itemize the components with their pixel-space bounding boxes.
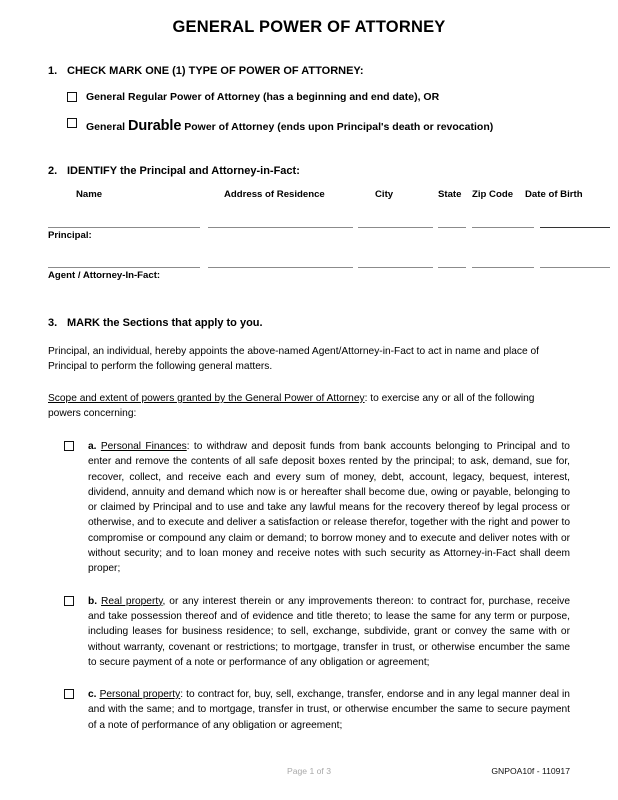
column-header-name: Name	[76, 188, 103, 200]
power-text-a	[88, 439, 570, 577]
input-line-agent-address[interactable]	[208, 267, 353, 268]
power-letter-a: a.	[88, 440, 97, 452]
power-item-c[interactable]	[64, 687, 570, 733]
page-footer	[0, 766, 618, 780]
section-1-heading	[48, 64, 570, 78]
input-line-principal-city[interactable]	[358, 227, 433, 228]
power-letter-b: b.	[88, 595, 98, 607]
section-2-heading	[48, 164, 570, 178]
scope-paragraph	[48, 391, 570, 422]
column-header-state: State	[438, 188, 462, 200]
power-heading-b: Real property	[101, 595, 163, 607]
power-item-a[interactable]	[64, 439, 570, 577]
section-1-title: CHECK MARK ONE (1) TYPE OF POWER OF ATTORNEY:	[67, 64, 364, 77]
power-heading-c: Personal property	[99, 689, 181, 701]
checkbox-icon-general-durable[interactable]	[67, 118, 77, 128]
input-line-agent-zip[interactable]	[472, 267, 534, 268]
table-row-principal	[48, 205, 570, 245]
section-2-title: IDENTIFY the Principal and Attorney-in-Fact:	[67, 165, 300, 178]
power-text-b	[88, 594, 570, 670]
input-line-agent-city[interactable]	[358, 267, 433, 268]
column-header-city: City	[375, 188, 394, 200]
section-3-title: MARK the Sections that apply to you.	[67, 316, 263, 329]
table-row-agent	[48, 245, 570, 283]
poa-type-label-general-durable	[86, 117, 493, 135]
column-header-date-of-birth: Date of Birth	[525, 188, 583, 200]
input-line-agent-state[interactable]	[438, 267, 466, 268]
checkbox-icon-power-c[interactable]	[64, 689, 74, 699]
section-3-number: 3.	[48, 316, 58, 329]
input-line-agent-name[interactable]	[48, 267, 200, 268]
footer-page-number: Page 1 of 3	[287, 766, 331, 776]
row-label-principal: Principal:	[48, 229, 92, 241]
scope-rest-text: : to exercise any or all of the following powers concerning:	[48, 392, 535, 420]
input-line-principal-address[interactable]	[208, 227, 353, 228]
column-header-zip-code: Zip Code	[472, 188, 514, 200]
input-line-principal-dob[interactable]	[540, 227, 610, 228]
section-3-intro-paragraph: Principal, an individual, hereby appoints the above-named Agent/Attorney-in-Fact to act in name and place of Principal to perform the following general matters.	[48, 345, 539, 373]
input-line-principal-zip[interactable]	[472, 227, 534, 228]
durable-emphasis: Durable	[128, 118, 182, 135]
section-3-heading	[48, 316, 570, 330]
input-line-principal-state[interactable]	[438, 227, 466, 228]
section-1-number: 1.	[48, 64, 58, 77]
row-label-agent: Agent / Attorney-In-Fact:	[48, 269, 161, 281]
input-line-principal-name[interactable]	[48, 227, 200, 228]
identify-table-header-row	[48, 188, 583, 205]
poa-type-label-general-regular: General Regular Power of Attorney (has a beginning and end date), OR	[86, 91, 440, 104]
power-body-c: : to contract for, buy, sell, exchange, transfer, endorse and in any legal manner deal in and with the same; and to mortgage, transfer in trust, or otherwise encumber the same to secure payment of a note of performance of any obligation or agreement;	[88, 689, 570, 731]
power-heading-a: Personal Finances	[100, 440, 187, 452]
checkbox-icon-power-b[interactable]	[64, 596, 74, 606]
section-2-number: 2.	[48, 165, 58, 178]
power-body-a: : to withdraw and deposit funds from bank accounts belonging to Principal and to enter and remove the contents of all safe deposit boxes rented by the principal; to ask, demand, sue for, recover, collect, and receive each and every sum of money, debt, account, legacy, bequest, interest, dividend, annuity and demand which now is or hereafter shall become due, owing or payable, belonging to or claimed by Principal and to use and take any lawful means for the recovery thereof by legal process or otherwise, and to execute and deliver a satisfaction or release therefor, together with the right and power to compromise or compound any claim or demand; to borrow money and to execute and deliver notes with or without security; and to loan money and receive notes with such security as Attorney-in-Fact shall deem proper;	[88, 440, 570, 575]
input-line-agent-dob[interactable]	[540, 267, 610, 268]
identify-table	[48, 188, 583, 283]
column-header-address: Address of Residence	[224, 188, 325, 200]
power-body-b: , or any interest therein or any improvements thereon: to contract for, purchase, receive and take possession thereof and of evidence and title thereto; to lease the same for any term or purpose, including leases for business residence; to sell, exchange, subdivide, grant or convey the same with or without warranty, covenant or restrictions; to mortgage, transfer in trust, or otherwise encumber the same to secure payment of a note or performance of any obligation or agreement;	[88, 595, 570, 668]
poa-type-option-general-regular[interactable]	[67, 91, 570, 104]
durable-suffix: Power of Attorney (ends upon Principal's death or revocation)	[181, 121, 494, 134]
footer-form-code: GNPOA10f - 110917	[491, 766, 570, 776]
checkbox-icon-power-a[interactable]	[64, 441, 74, 451]
page-title: GENERAL POWER OF ATTORNEY	[172, 18, 446, 36]
power-text-c	[88, 687, 570, 733]
power-item-b[interactable]	[64, 594, 570, 670]
checkbox-icon-general-regular[interactable]	[67, 92, 77, 102]
durable-prefix: General	[86, 121, 129, 134]
power-letter-c: c.	[88, 689, 97, 701]
poa-type-option-general-durable[interactable]	[67, 117, 570, 135]
scope-underlined-text: Scope and extent of powers granted by the General Power of Attorney	[48, 392, 365, 404]
